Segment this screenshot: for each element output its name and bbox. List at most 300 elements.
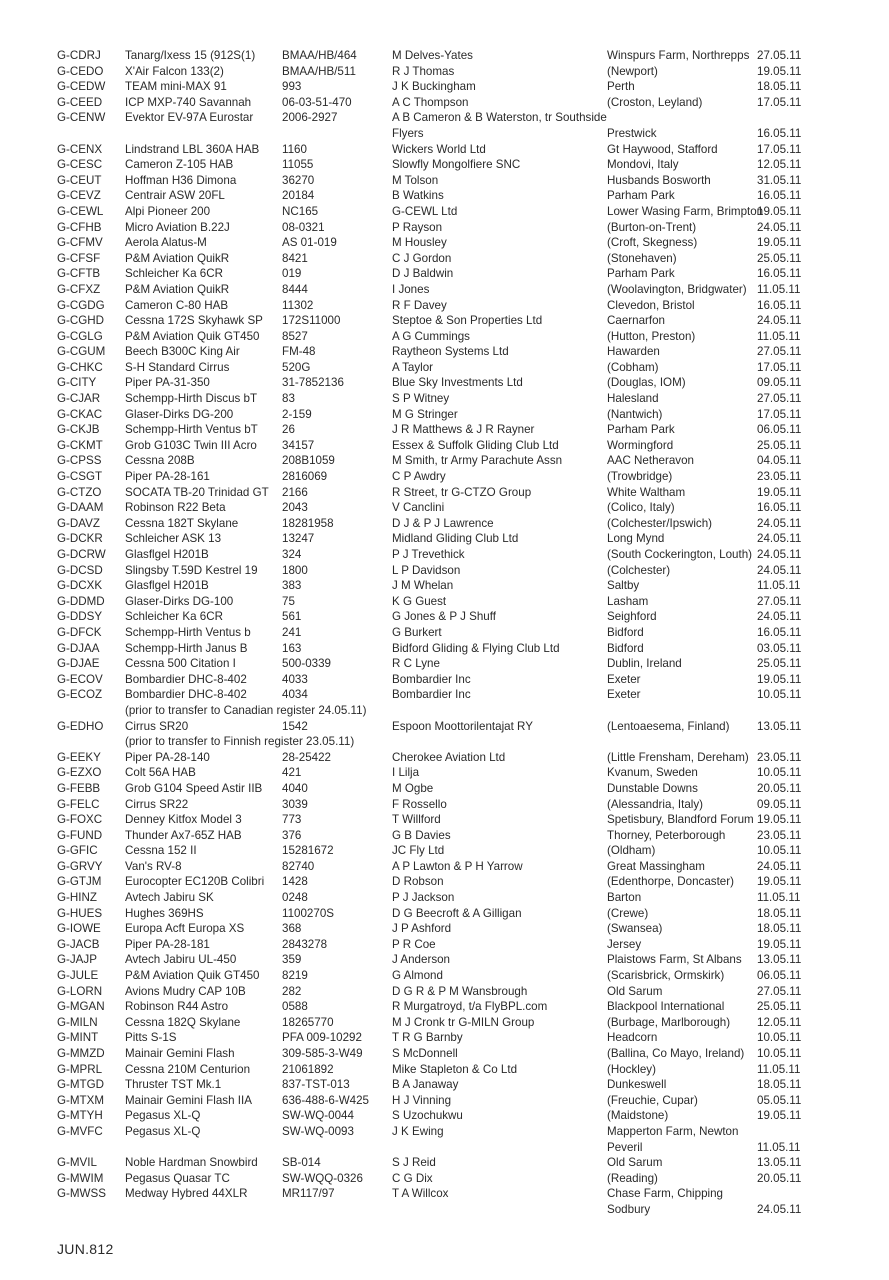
owner-cell: Bombardier Inc	[392, 688, 471, 702]
registration-cell: G-JAJP	[57, 953, 97, 967]
date-cell: 05.05.11	[757, 1093, 802, 1107]
serial-number-cell: 773	[282, 813, 302, 827]
base-location-cell: (Cobham)	[607, 360, 659, 374]
owner-cell: D J Baldwin	[392, 267, 454, 281]
base-location-cell: Barton	[607, 891, 642, 905]
table-row	[57, 220, 817, 236]
register-entry	[57, 173, 817, 189]
base-location-cell: Exeter	[607, 688, 641, 702]
base-location-cell: Bidford	[607, 625, 644, 639]
registration-cell: G-CTZO	[57, 485, 102, 499]
owner-cell: P J Jackson	[392, 891, 455, 905]
aircraft-type-cell: Schempp-Hirth Discus bT	[125, 392, 258, 406]
registration-cell: G-MPRL	[57, 1062, 103, 1076]
registration-cell: G-CGLG	[57, 329, 103, 343]
base-location-cell: (Stonehaven)	[607, 251, 677, 265]
registration-cell: G-ECOZ	[57, 688, 103, 702]
owner-cell: R F Davey	[392, 298, 447, 312]
base-location-cell: Gt Haywood, Stafford	[607, 142, 718, 156]
serial-number-cell: 421	[282, 766, 302, 780]
table-row	[57, 110, 817, 126]
date-cell: 11.05.11	[757, 891, 801, 905]
serial-number-cell: 500-0339	[282, 657, 331, 671]
date-cell: 13.05.11	[757, 719, 802, 733]
table-row	[57, 438, 817, 454]
table-row	[57, 828, 817, 844]
table-row	[57, 594, 817, 610]
table-row	[57, 578, 817, 594]
aircraft-type-cell: Hughes 369HS	[125, 906, 204, 920]
registration-cell: G-LORN	[57, 984, 103, 998]
date-cell: 27.05.11	[757, 392, 802, 406]
date-cell: 24.05.11	[757, 563, 802, 577]
serial-number-cell: 1100270S	[282, 906, 335, 920]
aircraft-type-cell: Schleicher ASK 13	[125, 532, 222, 546]
base-location-cell: Blackpool International	[607, 1000, 725, 1014]
aircraft-type-cell: Pegasus XL-Q	[125, 1124, 201, 1138]
registration-cell: G-DFCK	[57, 625, 102, 639]
registration-cell: G-CEDW	[57, 80, 106, 94]
base-location-cell: (Colico, Italy)	[607, 501, 675, 515]
base-location-cell: (Colchester)	[607, 563, 671, 577]
registration-cell: G-MILN	[57, 1015, 98, 1029]
owner-cell: A C Thompson	[392, 95, 469, 109]
registration-cell: G-CKMT	[57, 438, 103, 452]
serial-number-cell	[282, 1140, 392, 1156]
owner-cell: A B Cameron & B Waterston, tr Southside	[392, 111, 607, 125]
aircraft-type-cell: Evektor EV-97A Eurostar	[125, 111, 254, 125]
register-entry	[57, 79, 817, 95]
date-cell: 19.05.11	[757, 813, 802, 827]
date-cell: 06.05.11	[757, 969, 802, 983]
table-row	[57, 719, 817, 735]
table-row	[57, 344, 817, 360]
register-entry	[57, 1124, 817, 1155]
register-entry	[57, 142, 817, 158]
table-row	[57, 360, 817, 376]
register-entry	[57, 1015, 817, 1031]
register-entry	[57, 984, 817, 1000]
serial-number-cell: 561	[282, 610, 302, 624]
base-location-cell: (Oldham)	[607, 844, 656, 858]
table-row	[57, 266, 817, 282]
date-cell: 23.05.11	[757, 470, 802, 484]
table-row	[57, 142, 817, 158]
registration-cell: G-DDSY	[57, 610, 103, 624]
aircraft-type-cell: Cessna 210M Centurion	[125, 1062, 251, 1076]
table-row	[57, 1030, 817, 1046]
base-location-cell: White Waltham	[607, 485, 686, 499]
registration-cell: G-CENX	[57, 142, 103, 156]
base-location-cell: (Burton-on-Trent)	[607, 220, 697, 234]
register-entry	[57, 1046, 817, 1062]
table-row	[57, 656, 817, 672]
date-cell: 19.05.11	[757, 485, 802, 499]
serial-number-cell: 82740	[282, 859, 315, 873]
registration-cell: G-CEUT	[57, 173, 102, 187]
register-entry	[57, 797, 817, 813]
serial-number-cell: 15281672	[282, 844, 334, 858]
owner-cell: B A Janaway	[392, 1078, 459, 1092]
serial-number-cell: 20184	[282, 189, 315, 203]
register-entry	[57, 906, 817, 922]
date-cell: 27.05.11	[757, 984, 802, 998]
aircraft-type-cell: Colt 56A HAB	[125, 766, 196, 780]
register-entry	[57, 1030, 817, 1046]
registration-cell: G-GTJM	[57, 875, 102, 889]
registration-cell: G-CFTB	[57, 267, 101, 281]
serial-number-cell: 208B1059	[282, 454, 335, 468]
aircraft-type-cell: Cameron C-80 HAB	[125, 298, 229, 312]
date-cell: 18.05.11	[757, 922, 802, 936]
aircraft-type-cell: Glasflgel H201B	[125, 548, 209, 561]
base-location-cell: (Scarisbrick, Ormskirk)	[607, 969, 725, 983]
aircraft-type-cell: Avtech Jabiru UL-450	[125, 953, 237, 967]
registration-cell: G-DCKR	[57, 532, 103, 546]
register-entry	[57, 765, 817, 781]
base-location-cell: Hawarden	[607, 345, 660, 359]
owner-cell: J R Matthews & J R Rayner	[392, 423, 535, 437]
date-cell: 10.05.11	[757, 1047, 802, 1060]
aircraft-type-cell: Bombardier DHC-8-402	[125, 672, 247, 686]
date-cell: 20.05.11	[757, 1171, 802, 1185]
serial-number-cell: 376	[282, 828, 302, 842]
aircraft-type-cell: Aerola Alatus-M	[125, 236, 207, 250]
base-location-cell	[607, 110, 757, 126]
serial-number-cell: 4040	[282, 781, 308, 795]
serial-number-cell: 019	[282, 267, 302, 281]
serial-number-cell: 993	[282, 80, 302, 94]
serial-number-cell: 18281958	[282, 516, 334, 530]
owner-cell: G B Davies	[392, 828, 451, 842]
table-row	[57, 609, 817, 625]
aircraft-type-cell: Cirrus SR22	[125, 797, 189, 811]
table-row	[57, 516, 817, 532]
base-location-cell: Saltby	[607, 579, 640, 593]
owner-cell: M G Stringer	[392, 407, 458, 421]
base-location-cell: Great Massingham	[607, 859, 705, 873]
table-row	[57, 952, 817, 968]
serial-number-cell: 13247	[282, 532, 315, 546]
aircraft-type-cell: Schempp-Hirth Ventus bT	[125, 423, 258, 437]
aircraft-type-cell: Schempp-Hirth Ventus b	[125, 625, 251, 639]
registration-cell: G-CGDG	[57, 298, 105, 312]
register-entry	[57, 594, 817, 610]
registration-cell: G-CJAR	[57, 392, 101, 406]
owner-cell: R Murgatroyd, t/a FlyBPL.com	[392, 1000, 548, 1014]
serial-number-cell: 8219	[282, 969, 308, 983]
registration-cell: G-CKAC	[57, 407, 103, 421]
registration-cell: G-HINZ	[57, 891, 97, 905]
owner-cell: P Rayson	[392, 220, 443, 234]
owner-cell: M Housley	[392, 236, 447, 250]
owner-cell: S McDonnell	[392, 1047, 458, 1060]
aircraft-type-cell: Centrair ASW 20FL	[125, 189, 225, 203]
date-cell	[757, 110, 812, 126]
aircraft-type-cell: Mainair Gemini Flash	[125, 1047, 235, 1060]
date-cell: 19.05.11	[757, 672, 802, 686]
serial-number-cell	[282, 126, 392, 142]
registration-cell: G-CENW	[57, 111, 106, 125]
owner-cell: G-CEWL Ltd	[392, 204, 458, 218]
serial-number-cell: 520G	[282, 360, 311, 374]
register-entry	[57, 266, 817, 282]
register-entry	[57, 672, 817, 688]
owner-cell: F Rossello	[392, 797, 447, 811]
date-cell: 24.05.11	[757, 220, 802, 234]
owner-cell: A G Cummings	[392, 329, 470, 343]
registration-cell: G-CITY	[57, 376, 97, 390]
registration-cell: G-CGHD	[57, 314, 105, 328]
owner-cell: M Tolson	[392, 173, 439, 187]
owner-cell: Slowfly Mongolfiere SNC	[392, 158, 521, 172]
registration-cell: G-MTYH	[57, 1109, 103, 1123]
register-entry	[57, 391, 817, 407]
base-location-cell: Dunkeswell	[607, 1078, 667, 1092]
owner-cell: D J & P J Lawrence	[392, 516, 494, 530]
date-cell: 10.05.11	[757, 844, 802, 858]
date-cell: 25.05.11	[757, 657, 802, 671]
serial-number-cell: 837-TST-013	[282, 1078, 350, 1092]
table-row	[57, 48, 817, 64]
table-row	[57, 235, 817, 251]
owner-cell: H J Vinning	[392, 1093, 452, 1107]
serial-number-cell: MR117/97	[282, 1187, 335, 1201]
registration-cell: G-CEDO	[57, 64, 104, 78]
base-location-cell: Halesland	[607, 392, 659, 406]
aircraft-type-cell: Hoffman H36 Dimona	[125, 173, 237, 187]
owner-cell: P J Trevethick	[392, 548, 465, 561]
registration-cell: G-CDRJ	[57, 49, 101, 62]
table-row	[57, 1186, 817, 1202]
table-row	[57, 422, 817, 438]
registration-cell: G-ECOV	[57, 672, 103, 686]
owner-cell: J P Ashford	[392, 922, 452, 936]
register-entry	[57, 407, 817, 423]
table-row	[57, 1093, 817, 1109]
owner-cell: D Robson	[392, 875, 444, 889]
aircraft-type-cell: X'Air Falcon 133(2)	[125, 64, 224, 78]
register-entry	[57, 95, 817, 111]
owner-cell: Bombardier Inc	[392, 672, 471, 686]
base-location-cell: (Hutton, Preston)	[607, 329, 696, 343]
register-listing	[57, 48, 817, 1218]
registration-cell: G-DCXK	[57, 579, 103, 593]
register-entry	[57, 204, 817, 220]
base-location-cell: (Lentoaesema, Finland)	[607, 719, 730, 733]
registration-cell: G-MVIL	[57, 1156, 97, 1170]
owner-cell: Bidford Gliding & Flying Club Ltd	[392, 641, 560, 655]
aircraft-type-cell: P&M Aviation Quik GT450	[125, 969, 260, 983]
date-cell	[757, 1186, 812, 1202]
serial-number-cell: 18265770	[282, 1015, 334, 1029]
date-cell: 19.05.11	[757, 236, 802, 250]
base-location-cell: Bidford	[607, 641, 644, 655]
aircraft-type-cell: Glasflgel H201B	[125, 579, 209, 593]
registration-cell: G-CSGT	[57, 470, 103, 484]
table-row	[57, 968, 817, 984]
owner-cell: S Uzochukwu	[392, 1109, 463, 1123]
base-location-cell: Parham Park	[607, 267, 675, 281]
owner-cell: S P Witney	[392, 392, 450, 406]
date-cell: 11.05.11	[757, 579, 801, 593]
date-cell: 09.05.11	[757, 376, 802, 390]
date-cell: 16.05.11	[757, 267, 802, 281]
aircraft-type-cell: Robinson R44 Astro	[125, 1000, 229, 1014]
owner-cell: JC Fly Ltd	[392, 844, 445, 858]
registration-cell	[57, 1202, 125, 1218]
table-row	[57, 765, 817, 781]
date-cell: 18.05.11	[757, 906, 802, 920]
base-location-cell: Old Sarum	[607, 984, 663, 998]
register-entry	[57, 469, 817, 485]
entry-note: (prior to transfer to Canadian register 24.05.11)	[125, 703, 367, 717]
serial-number-cell: 383	[282, 579, 302, 593]
table-row-continuation	[57, 1140, 817, 1156]
aircraft-type-cell	[125, 1202, 282, 1218]
register-entry	[57, 687, 817, 718]
serial-number-cell: 1160	[282, 142, 307, 156]
register-entry	[57, 64, 817, 80]
base-location-cell: Spetisbury, Blandford Forum	[607, 813, 754, 827]
owner-cell: Espoon Moottorilentajat RY	[392, 719, 533, 733]
table-row	[57, 329, 817, 345]
date-cell: 19.05.11	[757, 64, 802, 78]
owner-cell: I Lilja	[392, 766, 420, 780]
base-location-cell: Lasham	[607, 594, 649, 608]
base-location-cell: Perth	[607, 80, 635, 94]
aircraft-type-cell: Alpi Pioneer 200	[125, 204, 211, 218]
date-cell: 17.05.11	[757, 360, 802, 374]
aircraft-type-cell: Cirrus SR20	[125, 719, 189, 733]
serial-number-cell: 11055	[282, 158, 314, 172]
register-entry	[57, 812, 817, 828]
register-entry	[57, 235, 817, 251]
base-location-cell: Old Sarum	[607, 1156, 663, 1170]
serial-number-cell: 26	[282, 423, 295, 437]
aircraft-type-cell: SOCATA TB-20 Trinidad GT	[125, 485, 269, 499]
aircraft-type-cell: Tanarg/Ixess 15 (912S(1)	[125, 49, 256, 62]
owner-cell: J K Buckingham	[392, 80, 476, 94]
date-cell: 18.05.11	[757, 80, 802, 94]
base-location-cell: (Swansea)	[607, 922, 663, 936]
register-entry	[57, 313, 817, 329]
register-entry	[57, 1186, 817, 1217]
date-cell: 11.05.11	[757, 1140, 801, 1154]
serial-number-cell: SW-WQ-0044	[282, 1109, 354, 1123]
base-location-cell: (Croston, Leyland)	[607, 95, 703, 109]
register-entry	[57, 48, 817, 64]
table-row	[57, 173, 817, 189]
aircraft-type-cell: Cessna 172S Skyhawk SP	[125, 314, 263, 328]
date-cell: 11.05.11	[757, 282, 801, 296]
owner-cell: T Willford	[392, 813, 441, 827]
registration-cell: G-CEED	[57, 95, 103, 109]
serial-number-cell: 368	[282, 922, 302, 936]
owner-cell: R C Lyne	[392, 657, 440, 671]
owner-cell: Essex & Suffolk Gliding Club Ltd	[392, 438, 559, 452]
table-row	[57, 79, 817, 95]
base-location-cell: Long Mynd	[607, 532, 665, 546]
serial-number-cell: 324	[282, 548, 302, 561]
base-location-cell: Mondovi, Italy	[607, 158, 679, 172]
register-entry	[57, 781, 817, 797]
base-location-cell: Mapperton Farm, Newton	[607, 1124, 739, 1138]
table-row	[57, 906, 817, 922]
table-row	[57, 407, 817, 423]
aircraft-type-cell: Bombardier DHC-8-402	[125, 688, 247, 702]
date-cell	[757, 1124, 812, 1140]
register-entry	[57, 360, 817, 376]
registration-cell: G-DAAM	[57, 501, 104, 515]
registration-cell: G-MTGD	[57, 1078, 105, 1092]
owner-cell	[392, 1140, 607, 1156]
base-location-cell: Thorney, Peterborough	[607, 828, 726, 842]
owner-cell: M Delves-Yates	[392, 49, 473, 62]
register-entry	[57, 828, 817, 844]
serial-number-cell: 163	[282, 641, 302, 655]
table-row	[57, 921, 817, 937]
registration-cell: G-CPSS	[57, 454, 102, 468]
table-row	[57, 563, 817, 579]
table-row	[57, 937, 817, 953]
date-cell: 09.05.11	[757, 797, 802, 811]
serial-number-cell: 241	[282, 625, 302, 639]
date-cell: 27.05.11	[757, 49, 802, 62]
serial-number-cell: 3039	[282, 797, 308, 811]
register-entry	[57, 1155, 817, 1171]
register-entry	[57, 656, 817, 672]
aircraft-type-cell: Piper PA-28-161	[125, 470, 210, 484]
table-row	[57, 874, 817, 890]
registration-cell: G-GFIC	[57, 844, 98, 858]
base-location-cell: (Crewe)	[607, 906, 649, 920]
serial-number-cell: AS 01-019	[282, 236, 337, 250]
register-entry	[57, 485, 817, 501]
table-row	[57, 157, 817, 173]
register-entry	[57, 843, 817, 859]
serial-number-cell: 31-7852136	[282, 376, 344, 390]
serial-number-cell: SW-WQQ-0326	[282, 1171, 363, 1185]
serial-number-cell: 359	[282, 953, 302, 967]
date-cell: 04.05.11	[757, 454, 802, 468]
owner-cell: G Jones & P J Shuff	[392, 610, 496, 624]
register-entry	[57, 547, 817, 563]
table-row	[57, 999, 817, 1015]
owner-cell: V Canclini	[392, 501, 445, 515]
serial-number-cell: 0588	[282, 1000, 308, 1014]
aircraft-type-cell: Glaser-Dirks DG-100	[125, 594, 234, 608]
table-row	[57, 547, 817, 563]
aircraft-type-cell: Noble Hardman Snowbird	[125, 1156, 258, 1170]
date-cell: 19.05.11	[757, 204, 802, 218]
register-entry	[57, 251, 817, 267]
base-location-cell: (South Cockerington, Louth)	[607, 548, 753, 561]
aircraft-type-cell: Slingsby T.59D Kestrel 19	[125, 563, 258, 577]
register-entry	[57, 874, 817, 890]
table-row	[57, 1062, 817, 1078]
registration-cell: G-FUND	[57, 828, 103, 842]
register-entry	[57, 438, 817, 454]
date-cell: 13.05.11	[757, 1156, 802, 1170]
date-cell: 24.05.11	[757, 1202, 802, 1216]
registration-cell: G-MVFC	[57, 1124, 103, 1138]
table-row	[57, 843, 817, 859]
owner-cell: Midland Gliding Club Ltd	[392, 532, 519, 546]
date-cell: 17.05.11	[757, 142, 802, 156]
registration-cell: G-DJAA	[57, 641, 100, 655]
date-cell: 16.05.11	[757, 189, 802, 203]
